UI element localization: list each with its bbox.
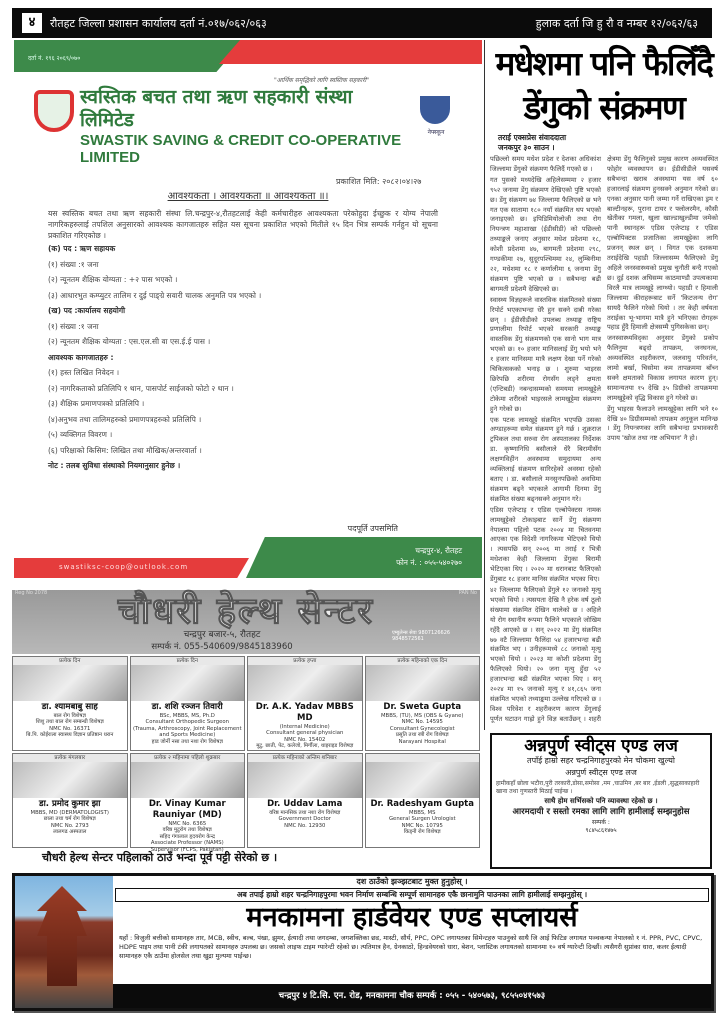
vacancy-body: यस स्वस्तिक बचत तथा ऋण सहकारी संस्था लि.चन्द्रपुर-४,रौतहटलाई केही कर्मचारीहरु आवश्यकता परेकोहुदा ईच्छुक र योग्य नेपाली नागरिकहरुलाई तपशिल अनुसारको आवश्यक कागजातहरु सहित यस सूचना प्रकाशित भएको मितीले १५ दिन भित्र सम्पर्क गर्नहुन यो सूचना प्रकाशित गरिएकोछ ।	[48, 209, 438, 240]
health-center-info	[72, 629, 372, 653]
doctor-card	[130, 656, 246, 751]
ambulance-service: एम्बुलेन्स सेवा 9807126626 9848572561	[392, 630, 451, 642]
doctor-detail: NMC No. 6365	[168, 821, 207, 827]
doctor-name: Dr. Sweta Gupta	[383, 702, 462, 712]
reg-no: Reg No 2078	[15, 590, 48, 596]
doctor-detail: MBBS, MD (DERMATOLOGIST)	[30, 810, 109, 816]
schedule-label: प्रत्येक महिनाको एक दिन	[366, 657, 480, 665]
home-service: साथै होम सर्भिसको पनि व्यावस्था रहेको छ ।	[544, 797, 658, 805]
headline-line-2: डेंगुको संक्रमण	[523, 88, 685, 127]
published-date: प्रकाशित मिति: २०८२।०४।२७	[336, 177, 422, 186]
doctor-photo	[248, 665, 362, 701]
vacancy-requirements	[48, 244, 438, 477]
health-center-header	[12, 590, 480, 654]
contact-label: सम्पर्क :	[592, 819, 610, 826]
temple-photo	[15, 876, 113, 1008]
schedule-label: प्रत्येक महिनाको अन्तिम शनिबार	[248, 754, 362, 762]
article-paragraph: डेंगु भाइरस फैलाउने लामखुट्टेका लागि भने १० देखि ४० डिग्रीसम्मको तापक्रम अनुकूल मानिन्छ । डेंगु नियन्त्रणका लागि सबैभन्दा प्रभावकारी उपाय 'खोज तथा नष्ट अभियान' नै हो।	[607, 404, 718, 443]
store-name: मनकामना हार्डवेयर एण्ड सप्लायर्स	[246, 902, 578, 933]
registration-text: रौतहट जिल्ला प्रशासन कार्यालय दर्ता नं.०१७/०६२/०६३	[50, 16, 267, 30]
doctor-card	[365, 753, 481, 848]
pagoda-icon	[37, 886, 87, 986]
cooperative-logo-icon	[34, 90, 74, 132]
phone: फोन नं. : ०५५-५४०२७०	[396, 558, 462, 567]
pan-no: PAN No	[458, 590, 477, 596]
ad-title: अन्नपुर्ण स्वीट्स एण्ड लज	[524, 736, 678, 756]
health-center-ad	[12, 590, 480, 870]
doctor-card	[247, 656, 363, 751]
red-stripe	[219, 40, 482, 64]
contact-phone: ९८४५८६१४७५	[585, 827, 617, 834]
column-divider	[484, 40, 485, 730]
relocation-caption: चौधरी हेल्थ सेन्टर पहिलाको ठाउँ भन्दा पूर्व पट्टी सेरेको छ ।	[42, 851, 278, 864]
hardware-ad-content	[113, 876, 711, 1008]
doctor-name: Dr. Radeshyam Gupta	[370, 799, 474, 809]
registration-number: दर्ता नं. १९६ २०६९/०७०	[28, 55, 81, 62]
news-headline	[488, 42, 720, 130]
doctor-detail: NMC No. 12930	[284, 822, 326, 829]
headline-line-1: मधेशमा पनि फैलिँदै	[495, 44, 713, 83]
requirement-line: नोट : तलब सुविधा संस्थाको नियमानुसार हुनेछ ।	[48, 461, 181, 470]
requirement-line: आवश्यक कागजातहरु :	[48, 352, 114, 362]
postal-registration-text: हुलाक दर्ता जि हु रौ व नम्बर १२/०६२/६३	[535, 16, 698, 30]
doctor-photo	[131, 665, 245, 701]
address: चन्द्रपुर-४, रौतहट	[415, 546, 462, 555]
doctor-detail: प्रसूति तथा स्त्री रोग विशेषज्ञ	[395, 732, 449, 739]
doctor-grid	[12, 656, 480, 853]
doctor-detail: Narayani Hospital	[398, 738, 446, 745]
doctor-detail: लालगढ अस्पताल	[53, 829, 87, 836]
requirement-line: (६) परिक्षाको किसिम: लिखित तथा मौखिक/अन्तरवार्ता ।	[48, 445, 202, 455]
doctor-detail: वरिष्ठ मानसिक तथा नशा रोग विशेषज्ञ	[269, 810, 341, 816]
doctor-detail: किड्नी रोग विशेषज्ञ	[403, 829, 441, 836]
doctor-detail: NMC No. 10795	[401, 822, 443, 829]
byline-reporter: तराई एक्सप्रेस संवाददाता	[498, 133, 567, 142]
ad-items: हामीकहाँ छोला भटौरा,पुरी तरकारी,डोसा,समोसा ,मम ,चाउमिन ,बर बार ,ईडली ,सुद्धसाकाहारी खाना तथा गुणस्तरी मिठाई पाईन्छ ।	[496, 780, 700, 795]
requirement-line: (३) शैक्षिक प्रमाणपत्रको प्रतिलिपि ।	[48, 399, 145, 408]
doctor-detail: General Surgen Urologist	[388, 816, 456, 823]
news-article-body	[490, 155, 718, 731]
doctor-detail: NMC No. 15402	[284, 736, 326, 743]
requirement-line: (३) आधारभुत कम्प्युटर तालिम र दुई पाङ्ग्रे सवारी चालक अनुमति पत्र भएको ।	[48, 290, 262, 300]
doctor-detail: NMC No. 14595	[401, 719, 443, 726]
doctor-photo	[248, 762, 362, 798]
requirement-line: (४)अनुभव तथा तालिमहरुको प्रमाणपत्रहरुको प्रतिलिपि ।	[48, 414, 202, 424]
org-name-nepali: स्वस्तिक बचत तथा ऋण सहकारी संस्था लिमिटेड	[80, 86, 353, 131]
doctor-card	[247, 753, 363, 848]
doctor-photo	[131, 762, 245, 798]
news-column	[488, 42, 720, 731]
article-paragraph: स्वास्थ्य विज्ञहरूले वास्तविक संक्रमितको संख्या रिपोर्ट भएकाभन्दा धेरै हुन सक्ने दाबी गरेका छन् । ईडीसीडीको उपलब्ध तथ्याङ्क राष्ट्रिय प्रणालीमा रिपोर्ट भएको सरकारी तथ्याङ्क वास्तविक डेंगु संक्रमणको एक सानो भाग मात्र भएको छ। १० हजार मानिसलाई डेंगु भयो भने १ हजार मानिसमा मात्रै लक्षण देखा पर्ने गरेको चिकित्सकको भनाइ छ । शुरुमा भाइरस छिरेपछि शरीरमा रोगसँग लड्ने क्षमता (एन्टिबडी) नबन्दासम्मको समयमा लामखुट्टेले टोकेमा शरीरको भाइरसले लामखुट्टेमा संक्रमण हुने गरेको छ।	[490, 295, 601, 413]
doctor-detail: MBBS, (TU), MS (OBS & Gyane)	[380, 713, 464, 719]
health-center-title: चौधरी हेल्थ सेन्टर	[117, 591, 375, 632]
store-description: यहाँ : विजुली बत्तीको सामानहरु तार, MCB, स्वीच, बल्ब, पंखा, झुमर, ईत्यादी तथा जगदम्बा, जगशक्तिका छड, मास्टी, सौर्य, PPC, OPC लगायतका सिमेन्टहरु पाउनुको साथै जि आई फिटिङ लगायत पञ्चकन्या नेपालको १ नं. PPR, PVC, CPVC, HDPE पाइप तथा पानी टंकी लगायतको सामानहरु उपलब्ध छ। जसको लाइफ टाइम ग्यारेन्टी रहेको छ। त्यतिमात्र हैन, ग्रेनकाठो, हिन्डवेयरको धारा, बेशन, प्लास्टिक लगायतको सामानमा १० वर्ष ग्यारेन्टी दिन्छौं। त्यसैगरी सुप्रांका धारा, कलर ईत्यादी सामानहरु एकै ठाउँमा होलसेल तथा खुद्रा मुल्यमा पाईन्छ।	[119, 934, 703, 960]
doctor-detail: Consultant general physician	[266, 730, 344, 737]
schedule-label: प्रत्येक हप्ता	[248, 657, 362, 665]
doctor-detail: छाला तथा चर्म रोग विशेषज्ञ	[43, 816, 96, 823]
ad-invitation: अब तपाई हाम्रो शहर चन्द्रनिगाहपुरमा भवन निर्माण सम्बन्धि सम्पूर्ण सामानहरु एकै छानामुनि पाउनका लागि हामीलाई सम्झनुहोस् ।	[115, 888, 709, 902]
hardware-store-ad	[12, 873, 714, 1011]
email: swastiksc-coop@outlook.com	[59, 563, 189, 571]
doctor-detail: सहिद गंगालाल हृदयरोग केन्द्र	[159, 833, 215, 840]
doctor-detail: हाड जोर्नी नसा तथा नशा रोग विशेषज्ञ	[151, 738, 223, 745]
signature: पदपूर्ति उपसमिति	[347, 524, 398, 533]
requirement-line: (क) पद : ऋण सहायक	[48, 244, 116, 253]
article-paragraph: पछिल्लो समय मधेश प्रदेश र देशका अधिकांश जिल्लामा डेंगुको संक्रमण फैलिदैं गएको छ ।	[490, 155, 601, 173]
requirement-line: (२) न्यूनतम शैक्षिक योग्यता : एस.एल.सी वा एस.ई.ई पास ।	[48, 337, 211, 346]
doctor-photo	[13, 762, 127, 798]
schedule-label	[366, 754, 480, 762]
nefscun-logo-icon: नेफ्स्कून	[410, 90, 462, 138]
doctor-detail: NMC No. 2793	[50, 822, 89, 829]
doctor-detail: Consultant Orthopedic Surgeon	[145, 719, 229, 726]
doctor-card	[12, 656, 128, 751]
doctor-name: डा. श्यामबाबु साह	[41, 702, 98, 712]
doctor-detail: (Trauma, Arthroscopy, Joint Replacement and Sports Medicine)	[132, 725, 242, 739]
doctor-detail: Consultant Gynecologist	[389, 725, 455, 732]
contact-address	[314, 545, 474, 569]
doctor-card	[365, 656, 481, 751]
doctor-name: डा. प्रमोद कुमार झा	[39, 799, 101, 809]
doctor-detail: बि.पि. कोईराला स्वास्थ्य विज्ञान प्रतिष्ठान धरान	[26, 732, 114, 739]
requirement-line: (ख) पद :कार्यालय सहयोगी	[48, 306, 126, 315]
vacancy-title: आवश्यकता । आवश्यकता ॥ आवश्यकता ॥।	[167, 191, 329, 202]
doctor-photo	[366, 665, 480, 701]
requirement-line: (१) संख्या :१ जना	[48, 259, 99, 269]
doctor-photo	[366, 762, 480, 798]
page-header-bar	[12, 8, 712, 38]
article-paragraph: ४२ जिल्लामा फैलिएको डेंगुले १२ जनाको मृत्यु भएको थियो । त्यसयता देखि नै हरेक वर्ष ठूलो संख्यामा संक्रमित देखिन थालेको छ । अहिले यो रोग स्थानीय रूपमा फैलिने भएकाले जोखिम रहँदै आएको छ । सन् २०२२ मा डेंगु संक्रमित ७७ वटै जिल्लामा फैलिंदा ५४ हजारभन्दा बढी संक्रमित भए । उनीहरूमध्ये ८८ जनाको मृत्यु भएको थियो । २०२३ मा कोशी प्रदेशमा डेंगु फैलिएको थियो। २० जना मृत्यु हुँदा ५२ हजारभन्दा बढी संक्रमित भएका थिए । सन् २०२४ मा १५ जनाको मृत्यु र ४१,८६५ जना संक्रमित भएको तथ्याङ्कमा उल्लेख गरिएको छ । विश्व परिवेश र शहरीकरण कारण डेंगुलाई पूर्णत घटाउन गाह्रो हुने विज्ञ बताउँछन् । शहरी क्षेत्रमा डेंगु फैलिनुको प्रमुख कारण अव्यवस्थित फोहोर व्यवस्थापन छ। ईडीसीडीले यसवर्ष सबैभन्दा खराब अवस्थामा यस वर्ष ६० हजारलाई संक्रमण हुनसक्ने अनुमान गरेको छ। एनका अनुसार पानी जम्मा गर्ने राखिएका ड्रम र बाल्टीनहरू, पुराना टायर र फ्लोलरमैन, कौसी खेतीका गमला, खुला खाल्डाखुल्डीमा जमेको पानी स्थानहरू एडिस एजेप्टाइ र एडिस एल्बोपिक्टस प्रजातिका लामखुट्टेका लागि प्रजनन् स्थल छन् । विगत एक दशकमा तराईदेखि पहाडी जिल्लासम्म फैलिएको डेंगु अहिले जनस्वास्थ्यको प्रमुख चुनौती बन्दै गएको छ। दुई दशक अघिसम्म काठमाण्डौ उपत्यकामा विरलै मात्र लामखुट्टे लाग्थ्यो। पहाडी र हिमाली जिल्लामा कीराहरूबाट सर्ने 'किटजन्य रोग' सायदै फैलिने गरेको थियो । तर केही वर्षयता तराईका भू-भागमा मात्रै हुने भनिएका रोगहरू पहाड हुँदै हिमाली क्षेत्रसम्मै पुगिसकेका छन्।	[490, 155, 718, 723]
schedule-label: प्रत्येक दिन	[131, 657, 245, 665]
page-number: ४	[22, 13, 42, 33]
doctor-detail: Government Doctor	[278, 816, 331, 823]
ad-subtitle: तपाँई हाम्रो सहर चन्द्रनिगाहपुरको मेन चोकमा खुल्यो	[527, 756, 675, 765]
requirement-line: (१) संख्या :१ जना	[48, 321, 99, 331]
article-paragraph: एक पटक लामखुट्टे संक्रमित भएपछि उसका अण्डाहरूमा समेत संक्रमण हुने गर्छ । शुक्रराज ट्रपिकल तथा सरुवा रोग अस्पतालका निर्देशक डा. कृष्णानिधि बसौलाले धेरै बिरामीसँग लक्षणविहीन अवस्थामा समुदायमा अन्य व्यक्तिलाई संक्रमण सारिरहेको अवस्था रहेको बताए । डा. बसौलाले मनसुनपछिको अवधिमा संक्रमण बढ्ने भएकाले आगामी दिनमा डेंगु संक्रमित संख्या बढ्नसक्ने अनुमान गरे।	[490, 415, 601, 503]
article-paragraph: जनस्वास्थ्यविद्का अनुसार डेंगुको प्रकोप फैलिनुमा बढ्दो तापक्रम, जनघनत्व, अव्यवस्थित शहरीकरण, जलवायु परिवर्तन, लामो बर्खा, चिसोमा कम तापक्रममा बाँच्न सक्ने क्षमताको विकास लगायत कारण हुन्। सामान्यतया १५ देखि ३५ डिग्रीको तापक्रममा लामखुट्टेको वृद्धि विकास हुने गरेको छ।	[607, 334, 718, 402]
doctor-detail: NMC No. 16371	[49, 725, 91, 732]
doctor-detail: (Internal Medicine)	[279, 724, 330, 730]
doctor-detail: शिशु तथा बाल रोग सम्बन्धी विशेषज्ञ	[35, 719, 104, 726]
slogan: "आर्थिक समृद्धिको लागि स्वस्तिक सहकारी"	[274, 77, 369, 84]
doctor-card	[12, 753, 128, 848]
doctor-name: डा. शशि रञ्जन तिवारी	[151, 702, 223, 712]
doctor-name: Dr. A.K. Yadav MBBS MD	[255, 702, 354, 723]
doctor-detail: MBBS, MS	[409, 810, 436, 816]
requirement-line: (५) व्यक्तिगत विवरण ।	[48, 430, 113, 439]
health-center-address: चन्द्रपुर बजार-५, रौतहट	[183, 630, 261, 640]
store-contact: चन्द्रपुर ४ टि.सि. एन. रोड, मनकामना चौक सम्पर्क : ०५५ - ५४०५७३, ९८५५०४१५७३	[113, 984, 711, 1008]
doctor-name: Dr. Uddav Lama	[267, 799, 343, 809]
schedule-label: प्रत्येक मंगलबार	[13, 754, 127, 762]
requirement-line: (१) हस्त लिखित निवेदन ।	[48, 368, 120, 377]
requirement-line: (२) नागरिकताको प्रतिलिपि १ थान, पासपोर्ट साईजको फोटो २ थान ।	[48, 383, 234, 393]
ad-name: अन्नपुर्ण स्वीट्स एण्ड लज	[565, 768, 637, 777]
org-name-english: SWASTIK SAVING & CREDIT CO-OPERATIVE LIMITED	[80, 132, 402, 166]
schedule-label: प्रत्येक २ महिनामा पहिलो शुक्रबार	[131, 754, 245, 762]
vacancy-content	[48, 208, 438, 534]
doctor-detail: BSc, MBBS, MS, Ph.D	[159, 713, 215, 719]
swastik-cooperative-ad	[14, 40, 482, 588]
ad-cta: आरमदायी र सस्तो रमका लागि लागि हामीलाई सम्झनुहोस	[512, 807, 690, 817]
requirement-line: (२) न्यूनतम शैक्षिक योग्यता : +२ पास भएको ।	[48, 275, 178, 284]
byline-dateline: जनकपुर ३० साउन ।	[498, 143, 555, 152]
article-paragraph: एडिस एजेप्टाइ र एडिस एल्बोपेक्टस नामक लामखुट्टेको टोकाइबाट सार्ने डेंगु संक्रमण नेपालमा पहिलो पटक २००४ मा चितवनमा आएका एक विदेशी नागरिकमा भेटिएको थियो । त्यसपछि सन् २००६ मा तराई र भित्री मधेशका केही जिल्लामा डेंगुका बिरामी भेटिएका थिए । २०२० मा धरानबाट फैलिएको डेंगुबाट १८ हजार मानिस संक्रमित भएका थिए।	[490, 505, 601, 584]
doctor-detail: Supervisor (FCPS, Pakistan)	[150, 846, 224, 853]
doctor-photo	[13, 665, 127, 701]
ad-tagline: दश ठाउँको झञ्झटबाट मुक्त हुनुहोस् ।	[356, 877, 468, 886]
schedule-label: प्रत्येक दिन	[13, 657, 127, 665]
annapurna-sweets-ad	[490, 733, 712, 869]
doctor-card	[130, 753, 246, 853]
health-center-phone: सम्पर्क नं. 055-540609/9845183960	[151, 642, 293, 652]
doctor-detail: Associate Professor (NAMS)	[150, 840, 224, 847]
doctor-detail: बाल रोग विशेषज्ञ	[53, 713, 86, 719]
doctor-detail: वरिष्ठ मुटुरोग तथा विशेषज्ञ	[162, 827, 212, 834]
article-paragraph: गत पुसको मध्यदेखि अहिलेसम्ममा २ हजार ९५२ जनामा डेंगु संक्रमण देखिएको पुष्टि भएको छ। डेंगु संक्रमण ७४ जिल्लामा फैलिएको छ भने गत एक सातामा १८० नयाँ संक्रमित थप भएको जनाइएको छ। इपिडिमियोलोजी तथा रोग नियन्त्रण महाशाखा (ईडीसीडी) को पछिल्लो तथ्याङ्कले जनाए अनुसार मधेश प्रदेशमा १८, कोशी प्रदेशमा ४७, बागमती प्रदेशमा २९८, गण्डकीमा २७, सुदूरपश्चिममा २४, लुम्बिनीमा २२, मधेशमा १८ र कर्णालीमा ६ जनामा डेंगु संक्रमण पुष्टि भएको छ । सबैभन्दा बढी बागमती प्रदेशमै देखिएको छ।	[490, 175, 601, 293]
news-byline	[498, 133, 720, 153]
doctor-name: Dr. Vinay Kumar Rauniyar (MD)	[148, 799, 226, 820]
org-names	[80, 86, 402, 166]
doctor-detail: मुटु, छाती, पेट, कलेजो, मिर्गौला, थाइराइड विशेषज्ञ	[256, 743, 354, 750]
